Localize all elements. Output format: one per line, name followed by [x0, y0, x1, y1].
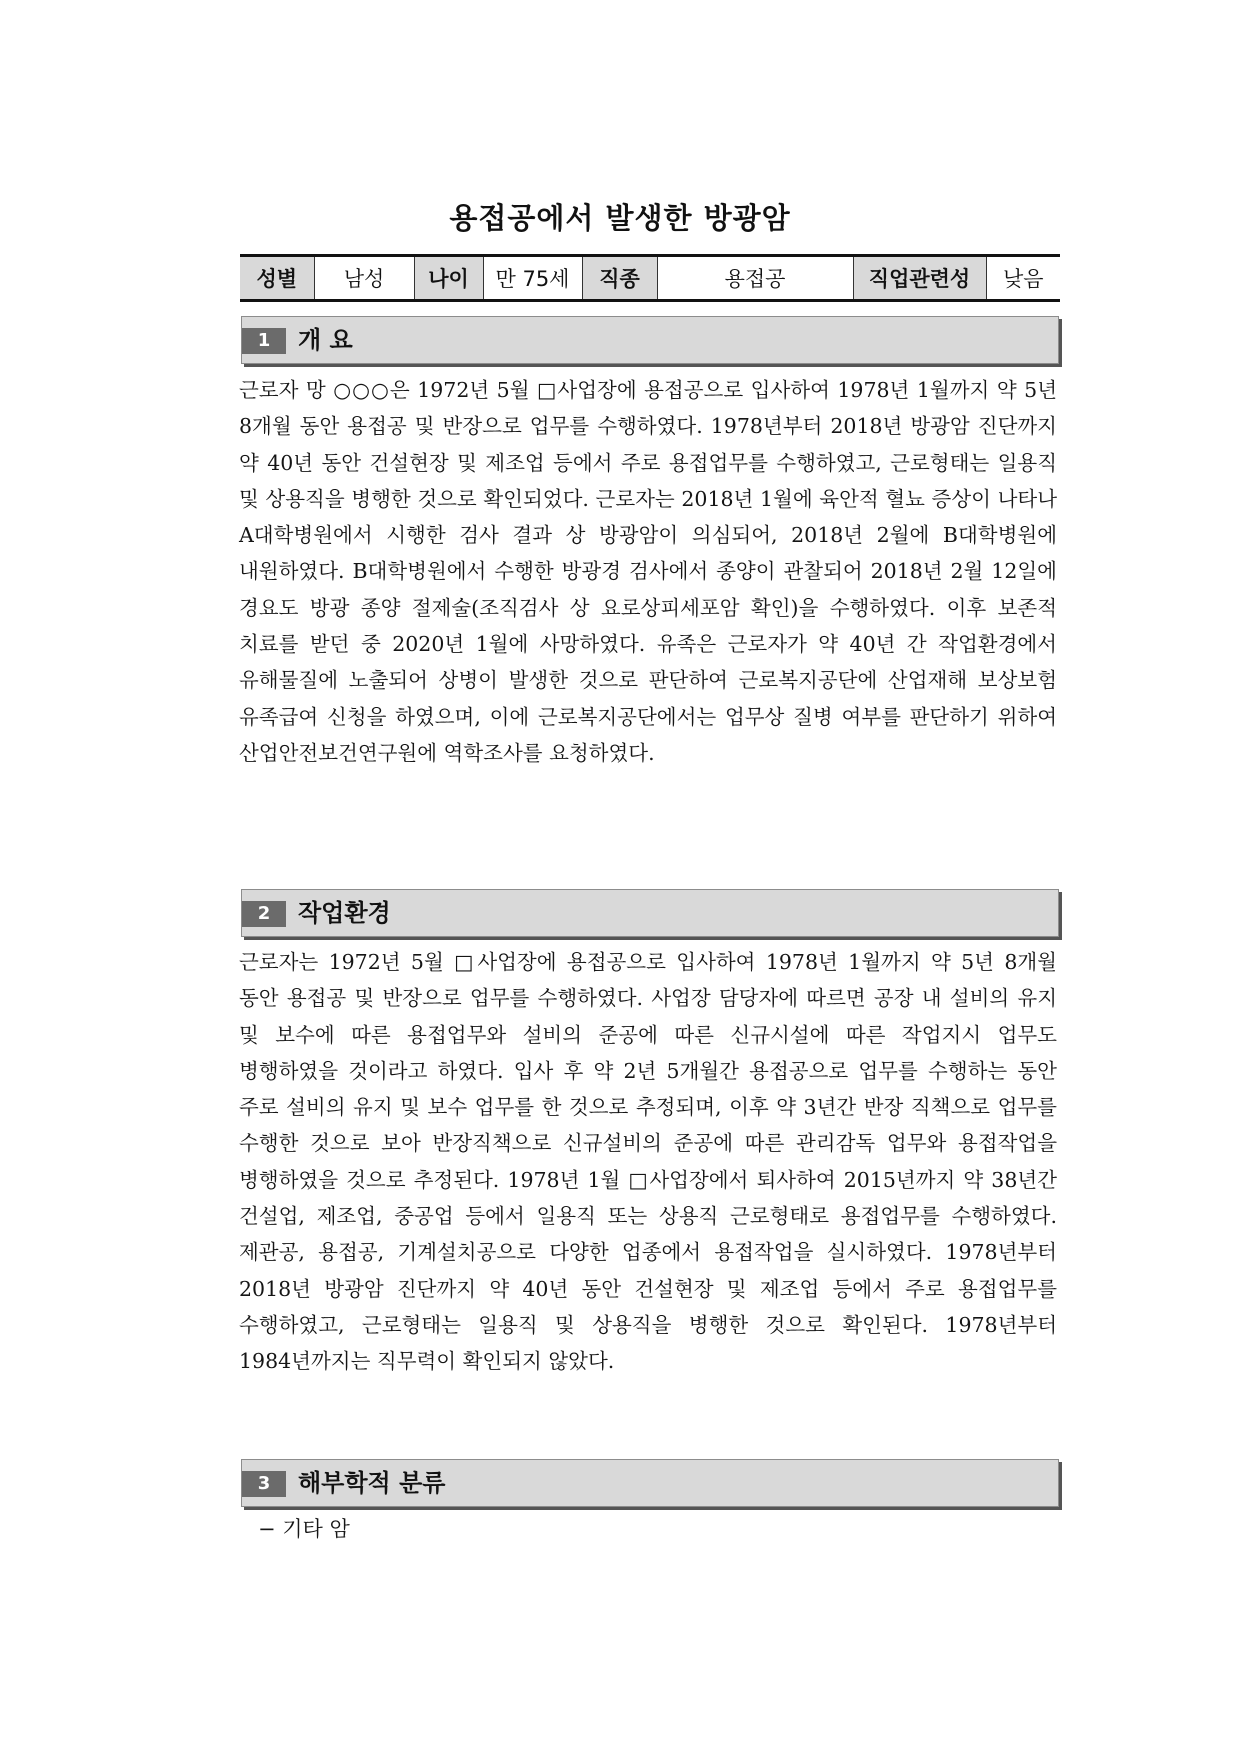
page-title: 용접공에서 발생한 방광암 — [449, 201, 791, 235]
info-table — [240, 254, 1060, 302]
section-header-overview — [241, 316, 1059, 364]
section-number: 3 — [242, 1471, 286, 1497]
age-label: 나이 — [414, 256, 483, 301]
section-title: 해부학적 분류 — [298, 1469, 446, 1497]
section-header-anatomical-classification — [241, 1459, 1059, 1507]
relevance-label: 직업관련성 — [853, 256, 986, 301]
section-title: 작업환경 — [298, 899, 391, 927]
section-number: 1 — [242, 328, 286, 354]
age-value: 만 75세 — [483, 256, 582, 301]
section-title: 개 요 — [298, 326, 353, 354]
sex-value: 남성 — [314, 256, 414, 301]
job-label: 직종 — [582, 256, 657, 301]
sex-label: 성별 — [240, 256, 314, 301]
info-row — [240, 256, 1060, 301]
relevance-value: 낮음 — [986, 256, 1060, 301]
job-value: 용접공 — [657, 256, 853, 301]
classification-bullet: − 기타 암 — [258, 1517, 350, 1541]
section-number: 2 — [242, 901, 286, 927]
overview-paragraph: 근로자 망 ○○○은 1972년 5월 □사업장에 용접공으로 입사하여 1978년 1월까지 약 5년 8개월 동안 용접공 및 반장으로 업무를 수행하였다. 1978년부터 2018년 방광암 진단까지 약 40년 동안 건설현장 및 제조업 등에서 주로 용접업무를 수행하였고, 근로형태는 일용직 및 상용직을 병행한 것으로 확인되었다. 근로자는 2018년 1월에 육안적 혈뇨 증상이 나타나 A대학병원에서 시행한 검사 결과 상 방광암이 의심되어, 2018년 2월에 B대학병원에 내원하였다. B대학병원에서 수행한 방광경 검사에서 종양이 관찰되어 2018년 2월 12일에 경요도 방광 종양 절제술(조직검사 상 요로상피세포암 확인)을 수행하였다. 이후 보존적 치료를 받던 중 2020년 1월에 사망하였다. 유족은 근로자가 약 40년 간 작업환경에서 유해물질에 노출되어 상병이 발생한 것으로 판단하여 근로복지공단에 산업재해 보상보험 유족급여 신청을 하였으며, 이에 근로복지공단에서는 업무상 질병 여부를 판단하기 위하여 산업안전보건연구원에 역학조사를 요청하였다. — [239, 378, 1057, 765]
section-header-work-environment — [241, 889, 1059, 937]
work-environment-paragraph: 근로자는 1972년 5월 □사업장에 용접공으로 입사하여 1978년 1월까지 약 5년 8개월 동안 용접공 및 반장으로 업무를 수행하였다. 사업장 담당자에 따르면 공장 내 설비의 유지 및 보수에 따른 용접업무와 설비의 준공에 따른 신규시설에 따른 작업지시 업무도 병행하였을 것이라고 하였다. 입사 후 약 2년 5개월간 용접공으로 업무를 수행하는 동안 주로 설비의 유지 및 보수 업무를 한 것으로 추정되며, 이후 약 3년간 반장 직책으로 업무를 수행한 것으로 보아 반장직책으로 신규설비의 준공에 따른 관리감독 업무와 용접작업을 병행하였을 것으로 추정된다. 1978년 1월 □사업장에서 퇴사하여 2015년까지 약 38년간 건설업, 제조업, 중공업 등에서 일용직 또는 상용직 근로형태로 용접업무를 수행하였다. 제관공, 용접공, 기계설치공으로 다양한 업종에서 용접작업을 실시하였다. 1978년부터 2018년 방광암 진단까지 약 40년 동안 건설현장 및 제조업 등에서 주로 용접업무를 수행하였고, 근로형태는 일용직 및 상용직을 병행한 것으로 확인된다. 1978년부터 1984년까지는 직무력이 확인되지 않았다. — [239, 950, 1057, 1374]
